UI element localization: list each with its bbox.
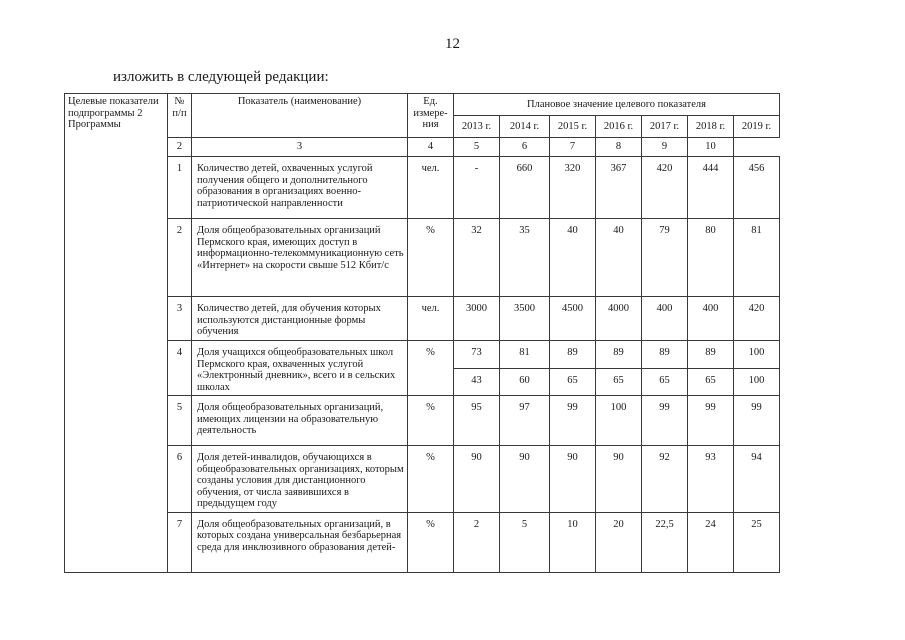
value-cell: 65 [596, 368, 642, 396]
indicators-table [64, 93, 780, 573]
page-number: 12 [445, 36, 460, 52]
value-cell: 89 [596, 341, 642, 369]
value-cell: 444 [688, 157, 734, 219]
unit-cell: % [408, 396, 454, 446]
column-index: 8 [596, 138, 642, 157]
unit-cell: % [408, 341, 454, 396]
goal-header-cell [65, 94, 168, 573]
value-cell: 95 [454, 396, 500, 446]
year-header: 2016 г. [596, 116, 642, 138]
value-cell: 35 [500, 219, 550, 297]
table-row [65, 512, 780, 572]
table-row [65, 157, 780, 219]
value-cell: 60 [500, 368, 550, 396]
value-cell: 99 [550, 396, 596, 446]
value-cell: 24 [688, 512, 734, 572]
value-cell: 93 [688, 446, 734, 513]
value-cell: 65 [688, 368, 734, 396]
value-cell: 99 [688, 396, 734, 446]
unit-cell: чел. [408, 297, 454, 341]
unit-cell: % [408, 219, 454, 297]
value-cell: 79 [642, 219, 688, 297]
unit-cell: % [408, 512, 454, 572]
row-number: 6 [168, 446, 192, 513]
value-cell: 25 [734, 512, 780, 572]
indicator-header: Показатель (наименование) [192, 94, 408, 138]
value-cell: 456 [734, 157, 780, 219]
value-cell: 4000 [596, 297, 642, 341]
page-continuation [60, 593, 800, 640]
value-cell: 81 [500, 341, 550, 369]
value-cell: 22,5 [642, 512, 688, 572]
value-cell: 32 [454, 219, 500, 297]
value-cell: 5 [500, 512, 550, 572]
value-cell: 400 [688, 297, 734, 341]
indicator-name: Доля общеобразовательных организаций, имеющих лицензии на образовательную деятельность [192, 396, 408, 446]
value-cell: 2 [454, 512, 500, 572]
value-cell: 80 [688, 219, 734, 297]
value-cell: 3000 [454, 297, 500, 341]
indicator-name: Доля учащихся общеобразовательных школ Пермского края, охваченных услугой «Электронный дневник», всего и в сельских школах [192, 341, 408, 396]
value-cell: 100 [734, 341, 780, 369]
column-index: 10 [688, 138, 734, 157]
value-cell: 81 [734, 219, 780, 297]
value-cell: 40 [596, 219, 642, 297]
value-cell: 20 [596, 512, 642, 572]
row-number: 4 [168, 341, 192, 396]
value-cell: 89 [550, 341, 596, 369]
plan-header: Плановое значение целевого показателя [454, 94, 780, 116]
indicator-name: Доля общеобразовательных организаций Пермского края, имеющих доступ в информационно-телекоммуникационную сеть «Интернет» на скорости свыше 512 Кбит/с [192, 219, 408, 297]
column-index: 3 [192, 138, 408, 157]
value-cell: 320 [550, 157, 596, 219]
unit-header: Ед. измере-ния [408, 94, 454, 138]
indicator-name: Количество детей, охваченных услугой получения общего и дополнительного образования в организациях военно-патриотической направленности [192, 157, 408, 219]
column-index: 5 [454, 138, 500, 157]
value-cell: 89 [642, 341, 688, 369]
goal-header: Целевые показатели подпрограммы 2 Программы [68, 96, 159, 130]
value-cell: 420 [734, 297, 780, 341]
column-index: 9 [642, 138, 688, 157]
unit-cell: % [408, 446, 454, 513]
value-cell: 10 [550, 512, 596, 572]
value-cell: 43 [454, 368, 500, 396]
value-cell: 65 [550, 368, 596, 396]
column-index: 6 [500, 138, 550, 157]
year-header: 2014 г. [500, 116, 550, 138]
value-cell: 65 [642, 368, 688, 396]
row-number: 5 [168, 396, 192, 446]
value-cell: 92 [642, 446, 688, 513]
value-cell: 4500 [550, 297, 596, 341]
value-cell: 99 [642, 396, 688, 446]
value-cell: 90 [454, 446, 500, 513]
value-cell: - [454, 157, 500, 219]
num-header: № п/п [168, 94, 192, 138]
unit-cell: чел. [408, 157, 454, 219]
year-header: 2013 г. [454, 116, 500, 138]
column-index: 7 [550, 138, 596, 157]
indicator-name: Доля детей-инвалидов, обучающихся в общеобразовательных организациях, которым созданы условия для дистанционного обучения, от числа заявившихся в предыдущем году [192, 446, 408, 513]
table-row [65, 446, 780, 513]
indicator-name: Доля общеобразовательных организаций, в которых создана универсальная безбарьерная среда для инклюзивного образования детей- [192, 512, 408, 572]
value-cell: 660 [500, 157, 550, 219]
column-index: 2 [168, 138, 192, 157]
column-index: 4 [408, 138, 454, 157]
year-header: 2018 г. [688, 116, 734, 138]
indicator-name: Количество детей, для обучения которых используются дистанционные формы обучения [192, 297, 408, 341]
value-cell: 367 [596, 157, 642, 219]
row-number: 3 [168, 297, 192, 341]
value-cell: 420 [642, 157, 688, 219]
value-cell: 400 [642, 297, 688, 341]
table-row [65, 341, 780, 369]
value-cell: 100 [596, 396, 642, 446]
value-cell: 99 [734, 396, 780, 446]
value-cell: 90 [596, 446, 642, 513]
value-cell: 90 [550, 446, 596, 513]
value-cell: 89 [688, 341, 734, 369]
value-cell: 94 [734, 446, 780, 513]
year-header: 2019 г. [734, 116, 780, 138]
value-cell: 40 [550, 219, 596, 297]
value-cell: 100 [734, 368, 780, 396]
year-header: 2015 г. [550, 116, 596, 138]
table-row [65, 219, 780, 297]
value-cell: 90 [500, 446, 550, 513]
value-cell: 73 [454, 341, 500, 369]
row-number: 7 [168, 512, 192, 572]
year-header: 2017 г. [642, 116, 688, 138]
table-row [65, 297, 780, 341]
row-number: 2 [168, 219, 192, 297]
value-cell: 3500 [500, 297, 550, 341]
table-row [65, 396, 780, 446]
row-number: 1 [168, 157, 192, 219]
value-cell: 97 [500, 396, 550, 446]
intro-text: изложить в следующей редакции: [113, 69, 329, 85]
